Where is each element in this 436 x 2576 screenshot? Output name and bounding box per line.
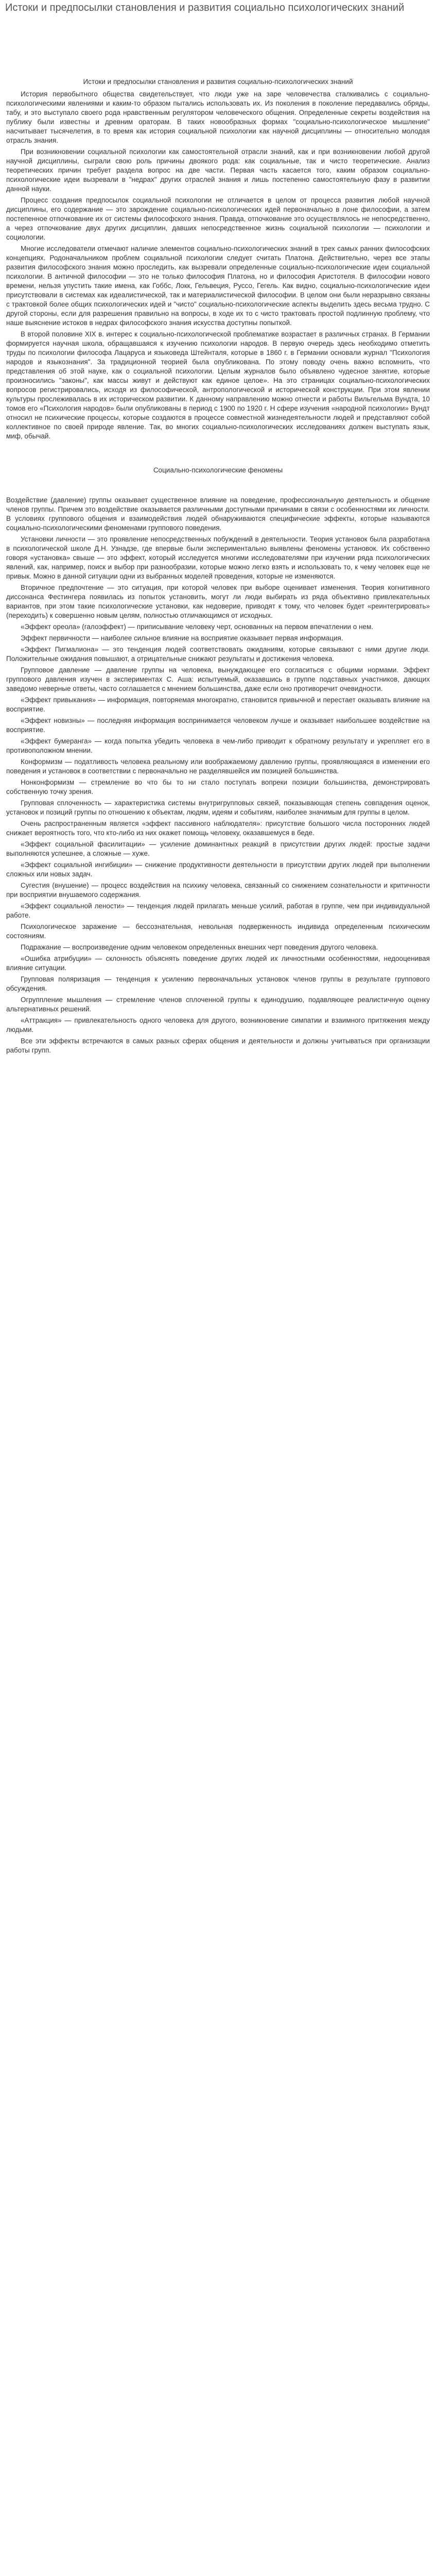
page-title: Истоки и предпосылки становления и развития социально психологических знаний — [5, 2, 405, 13]
paragraph: Очень распространенным является «эффект пассивного наблюдателя»: присутствие большого числа посторонних людей снижает вероятность того, что кто-либо из них окажет помощь человеку, оказавшемуся в беде. — [6, 820, 430, 837]
paragraph: «Эффект Пигмалиона» — это тенденция людей соответствовать ожиданиям, которые связывают с ними другие люди. Положительные ожидания повышают, а отрицательные снижают результаты и достижения человека. — [6, 646, 430, 663]
article-part-2 — [6, 496, 430, 1055]
paragraph: Групповая сплоченность — характеристика системы внутригрупповых связей, показывающая степень совпадения оценок, установок и позиций группы по отношению к объектам, людям, идеям и событиям, наиболее значимым для группы в целом. — [6, 799, 430, 816]
paragraph: Процесс создания предпосылок социальной психологии не отличается в целом от процесса развития любой научной дисциплины, его содержание — это зарождение социально-психологических идей первоначально в лоне философии, а затем постепенное отпочкование их от системы философского знания. Правда, отпочкование это осуществлялось не непосредственно, а через отпочкование двух других дисциплин, давших непосредственное жизнь социальной психологии — психологии и социологии. — [6, 196, 430, 241]
article-heading: Истоки и предпосылки становления и развития социально-психологических знаний — [83, 78, 353, 86]
paragraph: Групповая поляризация — тенденция к усилению первоначальных установок членов группы в результате группового обсуждения. — [6, 975, 430, 992]
paragraph: Все эти эффекты встречаются в самых разных сферах общения и деятельности и должны учитываться при организации работы групп. — [6, 1037, 430, 1054]
paragraph: Огруппление мышления — стремление членов сплоченной группы к единодушию, подавляющее реалистичную оценку альтернативных решений. — [6, 996, 430, 1013]
paragraph: Нонконформизм — стремление во что бы то ни стало поступать вопреки позиции большинства, демонстрировать собственную точку зрения. — [6, 778, 430, 795]
paragraph: Психологическое заражение — бессознательная, невольная подверженность индивида определенным психическим состояниям. — [6, 923, 430, 940]
paragraph: При возникновении социальной психологии как самостоятельной отрасли знаний, как и при возникновении любой другой научной дисциплины, сыграли свою роль причины двоякого рода: как социальные, так и чисто теоретические. Анализ теоретических причин требует раздела вопрос на две части. Первая часть касается того, каким образом социально-психологические идеи вызревали в "недрах" других отраслей знания и лишь постепенно самостоятельную фазу в развитии данной науки. — [6, 148, 430, 193]
paragraph: Сугестия (внушение) — процесс воздействия на психику человека, связанный со снижением сознательности и критичности при восприятии внушаемого содержания. — [6, 882, 430, 899]
paragraph: Подражание — воспроизведение одним человеком определенных внешних черт поведения другого человека. — [21, 943, 378, 951]
paragraph: «Эффект ореола» (галоэффект) — приписывание человеку черт, основанных на первом впечатлении о нем. — [21, 623, 373, 631]
paragraph: Вторичное предпочтение — это ситуация, при которой человек при выборе оценивает изменения. Теория когнитивного диссонанса Фестингера появилась из попыток установить, могут ли люди выбирать из ряда объективно привлекательных вариантов, при этом такие психологические установки, как недоверие, приводят к тому, что человек будет «реинтегрировать» (переходить) к совершенно новым целям, полностью отличающимся от исходных. — [6, 584, 430, 619]
section-heading: Социально-психологические феномены — [153, 466, 283, 474]
article-part-1 — [6, 90, 430, 441]
paragraph: Групповое давление — давление группы на человека, вынуждающее его согласиться с общими нормами. Эффект группового давления изучен в экспериментах С. Аша: испытуемый, оказавшись в группе подставных участников, дающих заведомо неверные ответы, часто соглашается с мнением большинства, даже если оно противоречит очевидности. — [6, 666, 430, 692]
paragraph: «Эффект новизны» — последняя информация воспринимается человеком лучше и оказывает наибольшее воздействие на восприятие. — [6, 717, 430, 734]
paragraph: Многие исследователи отмечают наличие элементов социально-психологических знаний в трех самых ранних философских концепциях. Родоначальником проблем социальной психологии следует считать Платона. Действительно, через все этапы развития философского знания можно проследить, как вызревали определенные социально-психологические идеи социальной психологии. В античной философии — это не только философия Платона, но и философия Аристотеля. В философии нового времени, нельзя упустить такие имена, как Гоббс, Локк, Гельвеция, Руссо, Гегель. Как видно, социально-психологические идеи присутствовали в системах как идеалистической, так и материалистической философии. В целом они были неразрывно связаны с трактовкой более общих психологических идей и "чисто" социально-психологические аспекты выделить здесь весьма трудно. С другой стороны, если для разрешения правильно на вопросы, в ходе их то с чисто трактовать простой подлинную проблему, что наше выяснение истоков в недрах философского знания искусства доступны попыткой. — [6, 245, 430, 327]
paragraph: «Аттракция» — привлекательность одного человека для другого, возникновение симпатии и взаимного притяжения между людьми. — [6, 1016, 430, 1033]
paragraph: Воздействие (давление) группы оказывает существенное влияние на поведение, профессиональную деятельность и общение членов группы. Причем это воздействие оказывается различными доступными причинами в связи с особенностями их личности. В условиях группового общения и взаимодействия людей обнаруживаются специфические эффекты, которые называются социально-психологическими феноменами группового поведения. — [6, 496, 430, 532]
paragraph: Конформизм — податливость человека реальному или воображаемому давлению группы, проявляющаяся в изменении его поведения и установок в соответствии с первоначально не разделявшейся им позицией большинства. — [6, 758, 430, 775]
article-body — [5, 77, 431, 1055]
paragraph: Эффект первичности — наиболее сильное влияние на восприятие оказывает первая информация. — [21, 634, 343, 642]
paragraph: В второй половине XIX в. интерес к социально-психологической проблематике возрастает в различных странах. В Германии формируется научная школа, обращавшаяся к изучению психологии народов. В первую очередь здесь необходимо отметить труды по психологии философа Лацаруса и языковеда Штейнталя, которые в 1860 г. в Германии основали журнал "Психология народов и языкознания". За традиционной теорией была опубликована. По этому поводу очень важно вспомнить, что представления об этой науке, как о социальной психологии. Целым журналов было объявлено чудесное занятие, которые произносились "законы", как массы живут и действуют как единое целое». На это страницах социально-психологических вопросов регистрировались, исходя из философической, антропологической и исторической конструкции. При этом явлении культуры прослеживалась в их историческом развитии. К данному направлению можно отнести и работы Вильгельма Вундта, 10 томов его «Психология народов» были опубликованы в период с 1900 по 1920 г. Н сфере изучения «народной психологии» Вундт относил не психические процессы, которые создаются в процессе совместной жизнедеятельности людей и представляют собой коллективное по своей природе явление. Так, во многих социально-психологических исследованиях должен выступать язык, миф, обычай. — [6, 330, 430, 440]
paragraph: Установки личности — это проявление непосредственных побуждений в деятельности. Теория установок была разработана в психологической школе Д.Н. Узнадзе, где впервые были экспериментально выявлены феномены установок. Их собственно говоря «установка» свыше — это эффект, который исследуется многими исследователями при изучении ряда психологических явлений, как, например, поиск и выбор при разнообразии, которые можно легко взять и использовать то, к чему человек еще не привык. Можно в данной ситуации одни из выбранных моделей проведения, которые не изменяются. — [6, 535, 430, 580]
paragraph: «Эффект бумеранга» — когда попытка убедить человека в чем-либо приводит к обратному результату и укрепляет его в противоположном мнении. — [6, 737, 430, 754]
paragraph: «Эффект социальной фасилитации» — усиление доминантных реакций в присутствии других людей: простые задачи выполняются успешнее, а сложные — хуже. — [6, 840, 430, 857]
paragraph: «Эффект социальной ингибиции» — снижение продуктивности деятельности в присутствии других людей при выполнении сложных или новых задач. — [6, 861, 430, 878]
paragraph: История первобытного общества свидетельствует, что люди уже на заре человечества сталкивались с социально-психологическими явлениями и каким-то образом пытались использовать их. Из поколения в поколение передавались обряды, табу, и это выступало своего рода нравственным регулятором человеческого общения. Определенные секреты воздействия на публику были известны и древним ораторам. В таких новообразных формах "социально-психологическое мышление" насчитывает тысячелетия, в то время как история социальной психологии как научной дисциплины — относительно молодая отрасль знания. — [6, 90, 430, 144]
paragraph: «Эффект социальной лености» — тенденция людей прилагать меньше усилий, работая в группе, чем при индивидуальной работе. — [6, 902, 430, 919]
paragraph: «Ошибка атрибуции» — склонность объяснять поведение других людей их личностными особенностями, недооценивая влияние ситуации. — [6, 955, 430, 972]
paragraph: «Эффект привыкания» — информация, повторяемая многократно, становится привычной и перестает оказывать влияние на восприятие. — [6, 696, 430, 713]
page — [0, 0, 436, 1070]
